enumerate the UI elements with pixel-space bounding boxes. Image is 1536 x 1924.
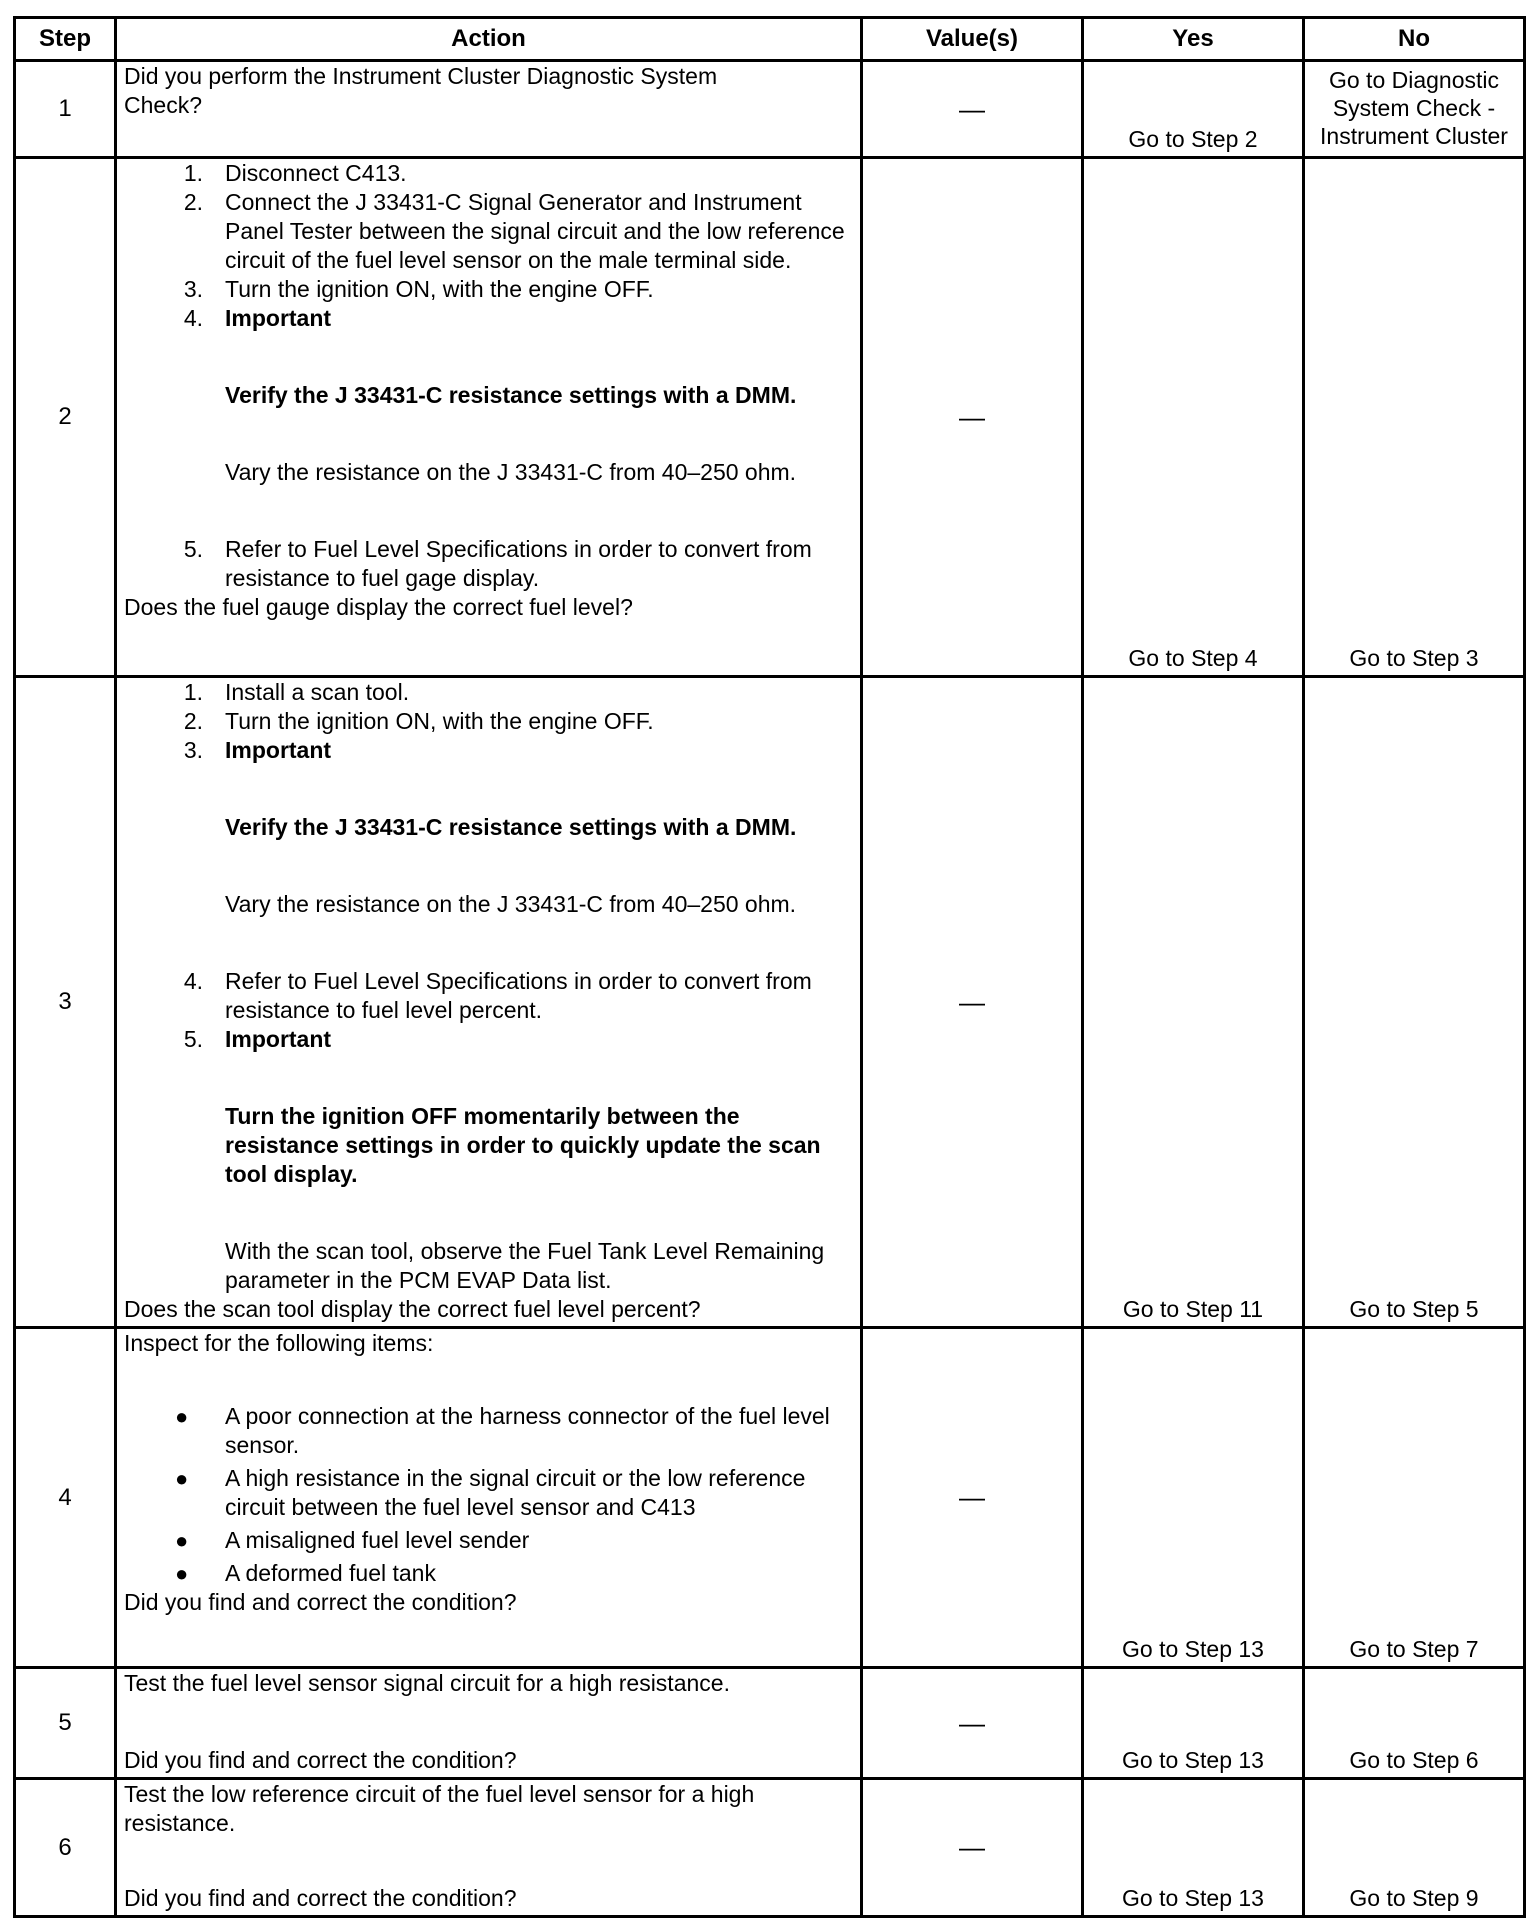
- header-values: Value(s): [862, 18, 1083, 61]
- step-number: 6: [15, 1779, 116, 1917]
- action-cell: [116, 1779, 862, 1917]
- header-step: Step: [15, 18, 116, 61]
- list-item: 2. Turn the ignition ON, with the engine OFF.: [183, 708, 654, 734]
- important-note: Verify the J 33431-C resistance settings with a DMM.: [225, 382, 797, 408]
- question-text: Does the fuel gauge display the correct fuel level?: [124, 594, 633, 620]
- table-row-step-3: [15, 677, 1525, 1328]
- list-item: 4. Important: [183, 305, 332, 331]
- value-cell: —: [862, 1668, 1083, 1779]
- list-item: ● A poor connection at the harness connector of the fuel level sensor.: [175, 1403, 830, 1458]
- list-item: 1. Disconnect C413.: [183, 160, 407, 186]
- no-cell: Go to Step 9: [1304, 1779, 1525, 1917]
- action-cell: [116, 677, 862, 1328]
- value-cell: —: [862, 61, 1083, 158]
- list-item: 3. Important: [183, 737, 332, 763]
- diagnostic-table: [13, 16, 1526, 1918]
- instruction-note: Vary the resistance on the J 33431-C from 40–250 ohm.: [225, 891, 797, 917]
- list-item: ● A deformed fuel tank: [175, 1560, 436, 1586]
- action-text: Test the low reference circuit of the fuel level sensor for a high resistance.: [124, 1781, 755, 1836]
- table-row-step-6: [15, 1779, 1525, 1917]
- action-cell: [116, 158, 862, 677]
- no-cell: Go to Step 3: [1304, 158, 1525, 677]
- step-number: 5: [15, 1668, 116, 1779]
- value-cell: —: [862, 1328, 1083, 1668]
- important-note: Turn the ignition OFF momentarily between the resistance settings in order to quickly update the scan tool display.: [225, 1103, 821, 1187]
- list-item: ● A high resistance in the signal circuit or the low reference circuit between the fuel level sensor and C413: [175, 1465, 806, 1520]
- yes-cell: Go to Step 11: [1083, 677, 1304, 1328]
- step-number: 1: [15, 61, 116, 158]
- value-cell: —: [862, 1779, 1083, 1917]
- value-cell: —: [862, 158, 1083, 677]
- yes-cell: Go to Step 2: [1083, 61, 1304, 158]
- list-item: 5. Refer to Fuel Level Specifications in order to convert from resistance to fuel gage display.: [183, 536, 812, 591]
- instruction-note: Vary the resistance on the J 33431-C from 40–250 ohm.: [225, 459, 797, 485]
- question-text: Did you find and correct the condition?: [124, 1885, 517, 1911]
- list-item: 3. Turn the ignition ON, with the engine OFF.: [183, 276, 654, 302]
- action-text: Test the fuel level sensor signal circuit for a high resistance.: [124, 1670, 730, 1696]
- action-cell: [116, 1328, 862, 1668]
- step-number: 2: [15, 158, 116, 677]
- table-row-step-1: [15, 61, 1525, 158]
- question-text: Did you find and correct the condition?: [124, 1747, 517, 1773]
- header-yes: Yes: [1083, 18, 1304, 61]
- header-action: Action: [116, 18, 862, 61]
- list-item: 2. Connect the J 33431-C Signal Generator and Instrument Panel Tester between the signal circuit and the low reference circuit of the fuel level sensor on the male terminal side.: [183, 189, 845, 273]
- important-note: Verify the J 33431-C resistance settings with a DMM.: [225, 814, 797, 840]
- yes-cell: Go to Step 4: [1083, 158, 1304, 677]
- header-no: No: [1304, 18, 1525, 61]
- table-row-step-5: [15, 1668, 1525, 1779]
- question-text: Did you find and correct the condition?: [124, 1589, 517, 1615]
- header-row: [15, 18, 1525, 61]
- yes-cell: Go to Step 13: [1083, 1779, 1304, 1917]
- no-cell: Go to Step 7: [1304, 1328, 1525, 1668]
- instruction-note: With the scan tool, observe the Fuel Tank Level Remaining parameter in the PCM EVAP Data list.: [225, 1238, 825, 1293]
- yes-cell: Go to Step 13: [1083, 1668, 1304, 1779]
- no-cell: Go to Step 5: [1304, 677, 1525, 1328]
- list-item: 5. Important: [183, 1026, 332, 1052]
- list-item: 4. Refer to Fuel Level Specifications in order to convert from resistance to fuel level percent.: [183, 968, 812, 1023]
- action-cell: [116, 1668, 862, 1779]
- table-row-step-4: [15, 1328, 1525, 1668]
- action-text: Did you perform the Instrument Cluster Diagnostic System Check?: [124, 63, 718, 118]
- action-cell: [116, 61, 862, 158]
- action-text: Inspect for the following items:: [124, 1330, 434, 1356]
- step-number: 4: [15, 1328, 116, 1668]
- step-number: 3: [15, 677, 116, 1328]
- question-text: Does the scan tool display the correct fuel level percent?: [124, 1296, 701, 1322]
- no-cell: Go to Diagnostic System Check - Instrument Cluster: [1304, 61, 1525, 158]
- value-cell: —: [862, 677, 1083, 1328]
- list-item: 1. Install a scan tool.: [183, 679, 410, 705]
- no-cell: Go to Step 6: [1304, 1668, 1525, 1779]
- list-item: ● A misaligned fuel level sender: [175, 1527, 530, 1553]
- table-row-step-2: [15, 158, 1525, 677]
- yes-cell: Go to Step 13: [1083, 1328, 1304, 1668]
